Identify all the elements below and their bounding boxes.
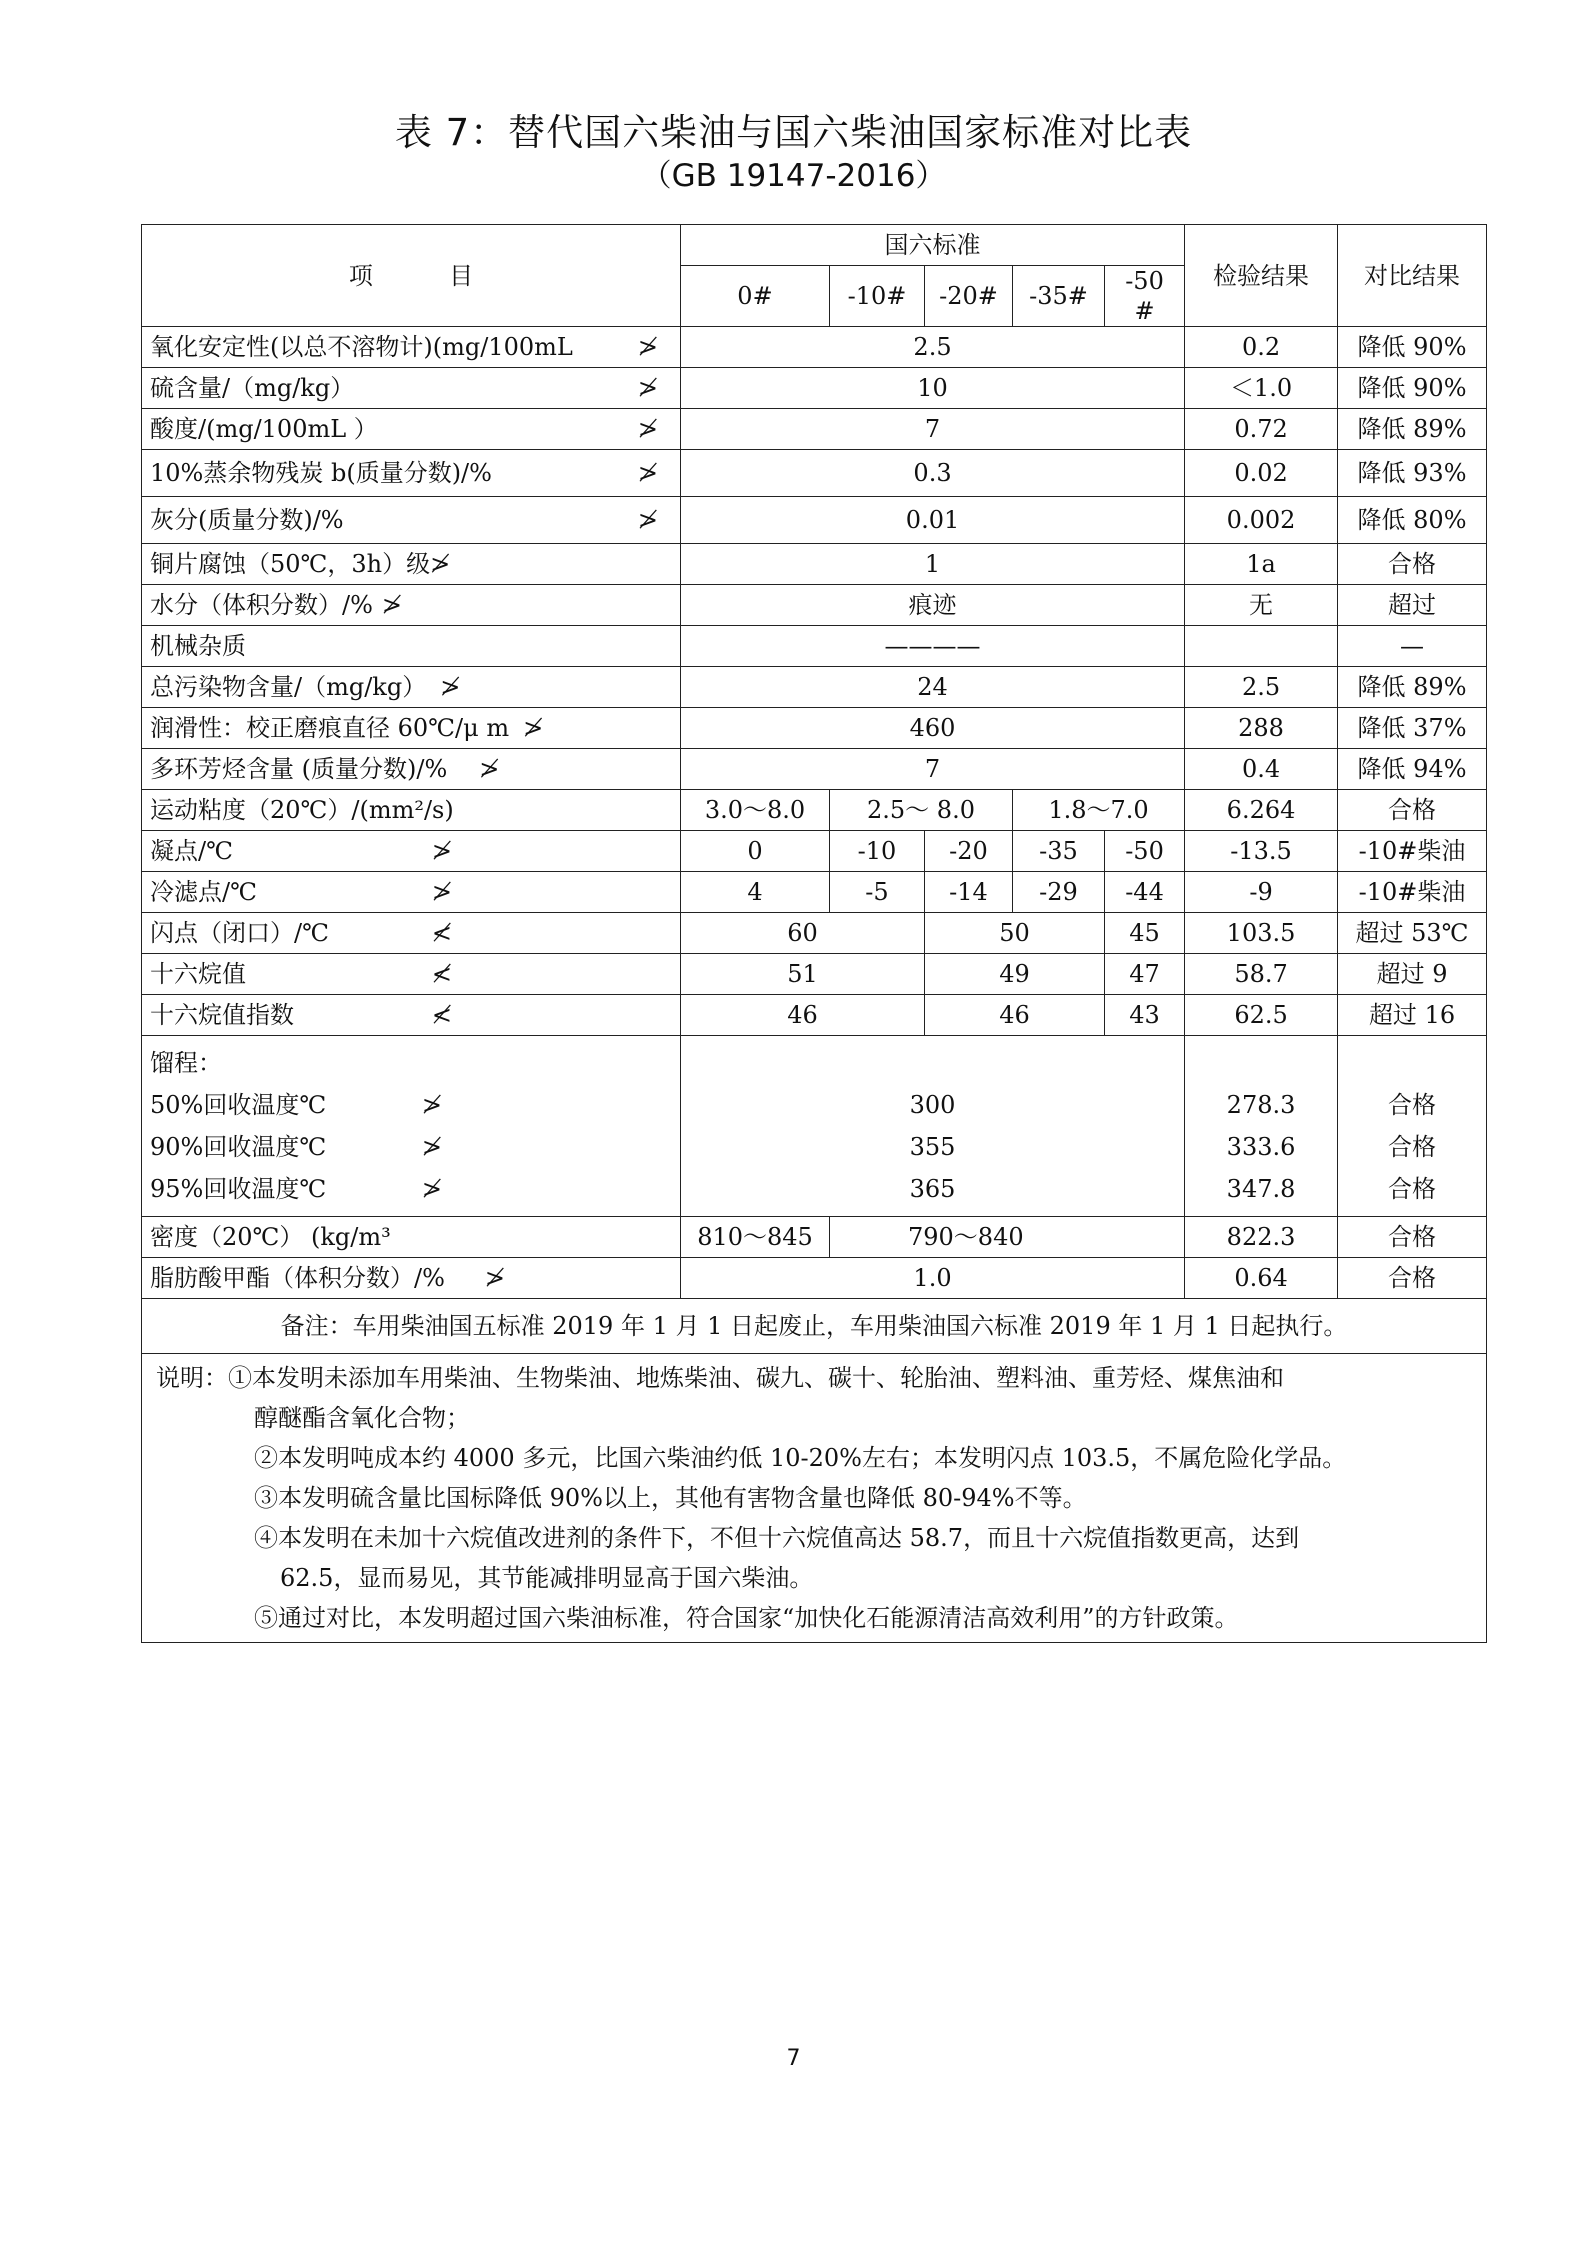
table-row (142, 327, 1487, 368)
cetane-index-grade-10-20: 46 (925, 995, 1105, 1036)
cetane-index-grade-0: 46 (681, 995, 925, 1036)
header-standard: 国六标准 (681, 225, 1185, 266)
flash-grade-10-20: 50 (925, 913, 1105, 954)
row-symbol: ≯ (637, 374, 658, 402)
pour-point-compare: -10#柴油 (1338, 831, 1487, 872)
row-name: 酸度/(mg/100mL ） (150, 415, 378, 443)
pour-point-0: 0 (681, 831, 830, 872)
table-row (142, 708, 1487, 749)
pour-point-row (142, 831, 1487, 872)
row-result: 2.5 (1185, 667, 1338, 708)
row-symbol: ≯ (431, 878, 452, 906)
row-standard: 0.01 (681, 497, 1185, 544)
row-name: 润滑性：校正磨痕直径 60℃/μ m (150, 714, 510, 742)
flash-grade-0: 60 (681, 913, 925, 954)
cfpp-result: -9 (1185, 872, 1338, 913)
distillation-50-compare: 合格 (1388, 1091, 1437, 1119)
row-standard: 10 (681, 368, 1185, 409)
distillation-95: 365 (909, 1175, 956, 1203)
row-result: 0.4 (1185, 749, 1338, 790)
row-compare: 降低 94% (1338, 749, 1487, 790)
cetane-result: 58.7 (1185, 954, 1338, 995)
row-compare: 降低 80% (1338, 497, 1487, 544)
density-compare: 合格 (1338, 1217, 1487, 1258)
row-compare: 降低 37% (1338, 708, 1487, 749)
viscosity-row (142, 790, 1487, 831)
row-symbol: ≯ (637, 459, 658, 487)
row-compare: — (1338, 626, 1487, 667)
viscosity-grade-10-20: 2.5～ 8.0 (830, 790, 1013, 831)
table-row (142, 544, 1487, 585)
pour-point-result: -13.5 (1185, 831, 1338, 872)
cfpp-row (142, 872, 1487, 913)
row-result: 288 (1185, 708, 1338, 749)
distillation-90-compare: 合格 (1388, 1133, 1437, 1161)
pour-point-10: -10 (830, 831, 925, 872)
fame-compare: 合格 (1338, 1258, 1487, 1299)
row-name: 凝点/℃ (150, 837, 233, 865)
note-4: ④本发明在未加十六烷值改进剂的条件下，不但十六烷值高达 58.7，而且十六烷值指数更高，达到 (254, 1524, 1300, 1552)
cfpp-35: -29 (1013, 872, 1105, 913)
viscosity-compare: 合格 (1338, 790, 1487, 831)
row-result: 无 (1185, 585, 1338, 626)
notes-label: 说明： (156, 1364, 228, 1392)
row-compare: 降低 90% (1338, 327, 1487, 368)
density-row (142, 1217, 1487, 1258)
distillation-label: 馏程： (150, 1049, 222, 1077)
notes-row (142, 1354, 1487, 1643)
table-row (142, 667, 1487, 708)
grade-0: 0# (681, 266, 830, 327)
row-name: 闪点（闭口）/℃ (150, 919, 329, 947)
row-name: 十六烷值 (150, 960, 246, 988)
row-name: 硫含量/（mg/kg） (150, 374, 355, 402)
row-symbol: ≯ (421, 1175, 442, 1203)
flash-result: 103.5 (1185, 913, 1338, 954)
cetane-grade-10-20: 49 (925, 954, 1105, 995)
table-row (142, 497, 1487, 544)
distillation-95-result: 347.8 (1226, 1175, 1296, 1203)
remark-text: 备注：车用柴油国五标准 2019 年 1 月 1 日起废止，车用柴油国六标准 2019 年 1 月 1 日起执行。 (142, 1299, 1487, 1354)
grade-minus35: -35# (1013, 266, 1105, 327)
note-3: ③本发明硫含量比国标降低 90%以上，其他有害物含量也降低 80-94%不等。 (254, 1484, 1087, 1512)
flash-compare: 超过 53℃ (1338, 913, 1487, 954)
density-grade-others: 790～840 (830, 1217, 1185, 1258)
distillation-50: 300 (909, 1091, 956, 1119)
row-result: 0.72 (1185, 409, 1338, 450)
row-name: 冷滤点/℃ (150, 878, 257, 906)
row-symbol: ≯ (637, 415, 658, 443)
header-result: 检验结果 (1185, 225, 1338, 327)
row-result: ＜1.0 (1185, 368, 1338, 409)
row-name: 铜片腐蚀（50℃，3h）级 (150, 550, 431, 578)
viscosity-grade-35-50: 1.8～7.0 (1013, 790, 1185, 831)
table-row (142, 409, 1487, 450)
row-standard: 0.3 (681, 450, 1185, 497)
fame-row (142, 1258, 1487, 1299)
density-result: 822.3 (1185, 1217, 1338, 1258)
row-name: 95%回收温度℃ (150, 1175, 327, 1203)
row-standard: ———— (681, 626, 1185, 667)
note-5: ⑤通过对比，本发明超过国六柴油标准，符合国家“加快化石能源清洁高效利用”的方针政策。 (254, 1604, 1239, 1632)
row-symbol: ≯ (637, 333, 658, 361)
row-symbol: ≯ (431, 837, 452, 865)
row-name: 水分（体积分数）/% (150, 591, 373, 619)
row-symbol: ≯ (479, 755, 500, 783)
density-name: 密度（20℃） (kg/m³ (142, 1217, 681, 1258)
header-item: 项 目 (142, 225, 681, 327)
row-name: 10%蒸余物残炭 b(质量分数)/% (150, 459, 492, 487)
row-name: 90%回收温度℃ (150, 1133, 327, 1161)
pour-point-35: -35 (1013, 831, 1105, 872)
row-name: 总污染物含量/（mg/kg） (150, 673, 427, 701)
row-symbol: ≮ (431, 1001, 452, 1029)
cetane-index-row (142, 995, 1487, 1036)
cfpp-20: -14 (925, 872, 1013, 913)
row-symbol: ≯ (421, 1133, 442, 1161)
row-symbol: ≯ (637, 506, 658, 534)
cfpp-10: -5 (830, 872, 925, 913)
note-1-cont: 醇醚酯含氧化合物； (254, 1404, 470, 1432)
row-standard: 7 (681, 409, 1185, 450)
fame-result: 0.64 (1185, 1258, 1338, 1299)
cetane-index-compare: 超过 16 (1338, 995, 1487, 1036)
header-row (142, 225, 1487, 266)
row-standard: 24 (681, 667, 1185, 708)
row-symbol: ≮ (431, 919, 452, 947)
cfpp-compare: -10#柴油 (1338, 872, 1487, 913)
row-name: 机械杂质 (150, 632, 246, 660)
remark-row (142, 1299, 1487, 1354)
row-standard: 1 (681, 544, 1185, 585)
density-grade-0: 810～845 (681, 1217, 830, 1258)
distillation-50-result: 278.3 (1226, 1091, 1296, 1119)
cetane-row (142, 954, 1487, 995)
note-2: ②本发明吨成本约 4000 多元，比国六柴油约低 10-20%左右；本发明闪点 103.5，不属危险化学品。 (254, 1444, 1347, 1472)
viscosity-result: 6.264 (1185, 790, 1338, 831)
cetane-grade-0: 51 (681, 954, 925, 995)
row-standard: 2.5 (681, 327, 1185, 368)
page-subtitle: （GB 19147-2016） (640, 158, 947, 194)
comparison-table (141, 224, 1487, 1643)
row-name: 50%回收温度℃ (150, 1091, 327, 1119)
table-row (142, 368, 1487, 409)
cetane-index-grade-35-50: 43 (1105, 995, 1185, 1036)
row-standard: 痕迹 (681, 585, 1185, 626)
row-name: 多环芳烃含量 (质量分数)/% (150, 755, 448, 783)
row-result: 0.002 (1185, 497, 1338, 544)
header-compare: 对比结果 (1338, 225, 1487, 327)
row-symbol: ≯ (523, 714, 544, 742)
grade-minus10: -10# (830, 266, 925, 327)
viscosity-grade-0: 3.0～8.0 (681, 790, 830, 831)
row-compare: 超过 (1338, 585, 1487, 626)
row-symbol: ≯ (484, 1264, 505, 1292)
row-standard: 460 (681, 708, 1185, 749)
flash-row (142, 913, 1487, 954)
table-row (142, 749, 1487, 790)
cetane-compare: 超过 9 (1338, 954, 1487, 995)
distillation-95-compare: 合格 (1388, 1175, 1437, 1203)
pour-point-20: -20 (925, 831, 1013, 872)
distillation-row (142, 1036, 1487, 1217)
row-symbol: ≯ (421, 1091, 442, 1119)
row-compare: 降低 93% (1338, 450, 1487, 497)
flash-grade-35-50: 45 (1105, 913, 1185, 954)
distillation-90-result: 333.6 (1226, 1133, 1296, 1161)
cfpp-50: -44 (1105, 872, 1185, 913)
row-symbol: ≯ (440, 673, 461, 701)
row-symbol: ≯ (381, 591, 402, 619)
row-name: 氧化安定性(以总不溶物计)(mg/100mL (150, 333, 573, 361)
row-result: 0.2 (1185, 327, 1338, 368)
table-row (142, 450, 1487, 497)
page-number: 7 (786, 2046, 801, 2071)
table-row (142, 626, 1487, 667)
distillation-90: 355 (909, 1133, 956, 1161)
note-1: ①本发明未添加车用柴油、生物柴油、地炼柴油、碳九、碳十、轮胎油、塑料油、重芳烃、煤焦油和 (228, 1364, 1284, 1392)
row-name: 灰分(质量分数)/% (150, 506, 344, 534)
row-compare: 合格 (1338, 544, 1487, 585)
row-symbol: ≯ (430, 550, 451, 578)
page-title: 表 7：替代国六柴油与国六柴油国家标准对比表 (394, 111, 1193, 154)
cetane-index-result: 62.5 (1185, 995, 1338, 1036)
row-compare: 降低 89% (1338, 667, 1487, 708)
row-standard: 7 (681, 749, 1185, 790)
viscosity-name: 运动粘度（20℃）/(mm²/s) (142, 790, 681, 831)
row-compare: 降低 90% (1338, 368, 1487, 409)
row-name: 脂肪酸甲酯（体积分数）/% (150, 1264, 445, 1292)
row-symbol: ≮ (431, 960, 452, 988)
grade-minus50: -50 # (1105, 266, 1185, 327)
fame-standard: 1.0 (681, 1258, 1185, 1299)
table-row (142, 585, 1487, 626)
grade-minus20: -20# (925, 266, 1013, 327)
row-compare: 降低 89% (1338, 409, 1487, 450)
row-result (1185, 626, 1338, 667)
cetane-grade-35-50: 47 (1105, 954, 1185, 995)
row-result: 0.02 (1185, 450, 1338, 497)
note-4-cont: 62.5，显而易见，其节能减排明显高于国六柴油。 (280, 1564, 814, 1592)
row-result: 1a (1185, 544, 1338, 585)
cfpp-0: 4 (681, 872, 830, 913)
pour-point-50: -50 (1105, 831, 1185, 872)
row-name: 十六烷值指数 (150, 1001, 294, 1029)
